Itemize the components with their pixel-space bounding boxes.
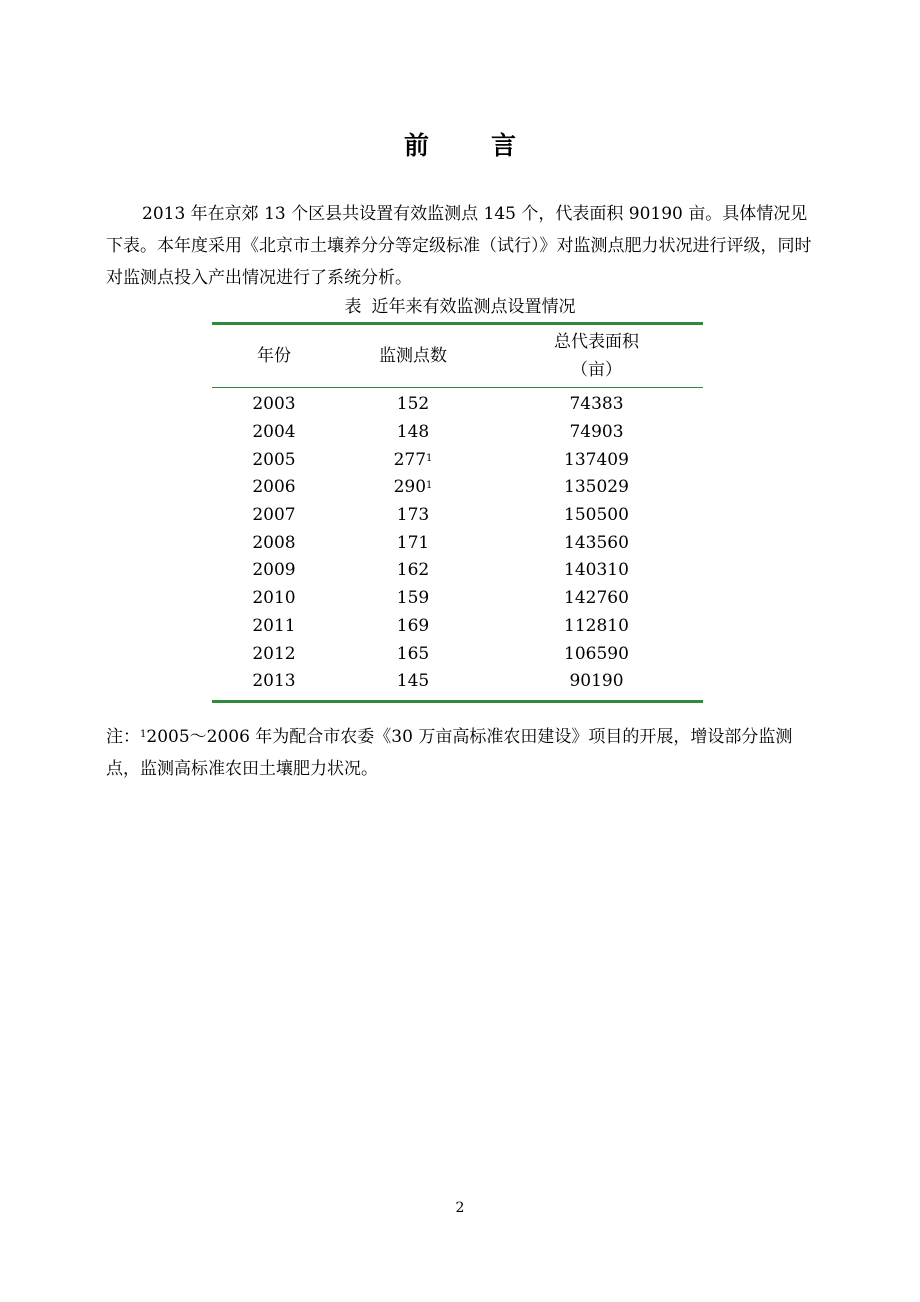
cell-points-value: 165 — [396, 643, 430, 664]
table-row — [212, 388, 703, 419]
cell-year: 2012 — [252, 643, 296, 664]
header-area — [490, 324, 703, 388]
cell-year: 2008 — [252, 532, 296, 553]
page-number: 2 — [455, 1200, 465, 1216]
cell-area: 135029 — [564, 477, 629, 498]
cell-points-value: 173 — [396, 505, 430, 526]
cell-year: 2011 — [252, 615, 296, 636]
cell-points-value: 148 — [396, 422, 430, 443]
table-row — [212, 613, 703, 641]
footnote-marker: 1 — [426, 480, 433, 492]
footnote-label: 注： — [106, 727, 140, 747]
cell-area: 90190 — [569, 671, 624, 692]
table-row — [212, 557, 703, 585]
cell-points — [336, 529, 490, 557]
cell-year: 2005 — [252, 449, 296, 470]
cell-year: 2004 — [252, 422, 296, 443]
title-char-2: 言 — [491, 131, 517, 160]
cell-area: 140310 — [564, 560, 629, 581]
cell-points-value: 171 — [396, 532, 430, 553]
table-caption-label: 表 — [344, 297, 362, 317]
cell-area: 74903 — [569, 422, 624, 443]
table-caption-text: 近年来有效监测点设置情况 — [371, 297, 576, 317]
cell-area: 74383 — [569, 394, 624, 415]
cell-year: 2006 — [252, 477, 296, 498]
footnote-marker: 1 — [140, 729, 147, 740]
cell-points — [336, 668, 490, 701]
table-row — [212, 419, 703, 447]
cell-points-value: 145 — [396, 671, 430, 692]
table-row — [212, 502, 703, 530]
cell-points — [336, 502, 490, 530]
cell-year: 2009 — [252, 560, 296, 581]
footnote — [106, 721, 818, 785]
cell-area: 143560 — [564, 532, 629, 553]
cell-points-value: 169 — [396, 615, 430, 636]
cell-points-value: 159 — [396, 588, 430, 609]
cell-points — [336, 388, 490, 419]
cell-points — [336, 446, 490, 474]
header-area-line2: （亩） — [571, 360, 622, 380]
header-area-line1: 总代表面积 — [554, 332, 639, 352]
intro-paragraph: 2013 年在京郊 13 个区县共设置有效监测点 145 个，代表面积 90190 亩。具体情况见下表。本年度采用《北京市土壤养分分等定级标准（试行）》对监测点肥力状况进行评级，同时对监测点投入产出情况进行了系统分析。 — [106, 204, 812, 288]
table-row — [212, 446, 703, 474]
cell-points — [336, 640, 490, 668]
header-year: 年份 — [257, 346, 291, 366]
cell-area: 150500 — [564, 505, 629, 526]
page-title — [0, 126, 920, 162]
table-row — [212, 668, 703, 701]
cell-points-value: 277 — [393, 449, 427, 470]
cell-area: 112810 — [564, 615, 629, 636]
cell-area: 137409 — [564, 449, 629, 470]
footnote-text: 2005～2006 年为配合市农委《30 万亩高标准农田建设》项目的开展，增设部分监测点，监测高标准农田土壤肥力状况。 — [106, 727, 793, 779]
cell-year: 2003 — [252, 394, 296, 415]
header-points: 监测点数 — [379, 346, 447, 366]
table-row — [212, 640, 703, 668]
table-row — [212, 529, 703, 557]
table-caption — [0, 292, 920, 317]
table-header-row — [212, 324, 703, 388]
cell-points — [336, 613, 490, 641]
cell-points — [336, 585, 490, 613]
cell-points-value: 152 — [396, 394, 430, 415]
cell-year: 2013 — [252, 671, 296, 692]
cell-year: 2007 — [252, 505, 296, 526]
table-row — [212, 585, 703, 613]
cell-area: 106590 — [564, 643, 629, 664]
cell-points — [336, 557, 490, 585]
cell-points-value: 162 — [396, 560, 430, 581]
table-row — [212, 474, 703, 502]
monitoring-points-table — [212, 322, 703, 703]
cell-points — [336, 474, 490, 502]
cell-points-value: 290 — [393, 477, 427, 498]
cell-area: 142760 — [564, 588, 629, 609]
cell-points — [336, 419, 490, 447]
cell-year: 2010 — [252, 588, 296, 609]
title-char-1: 前 — [403, 131, 429, 160]
footnote-marker: 1 — [426, 452, 433, 464]
